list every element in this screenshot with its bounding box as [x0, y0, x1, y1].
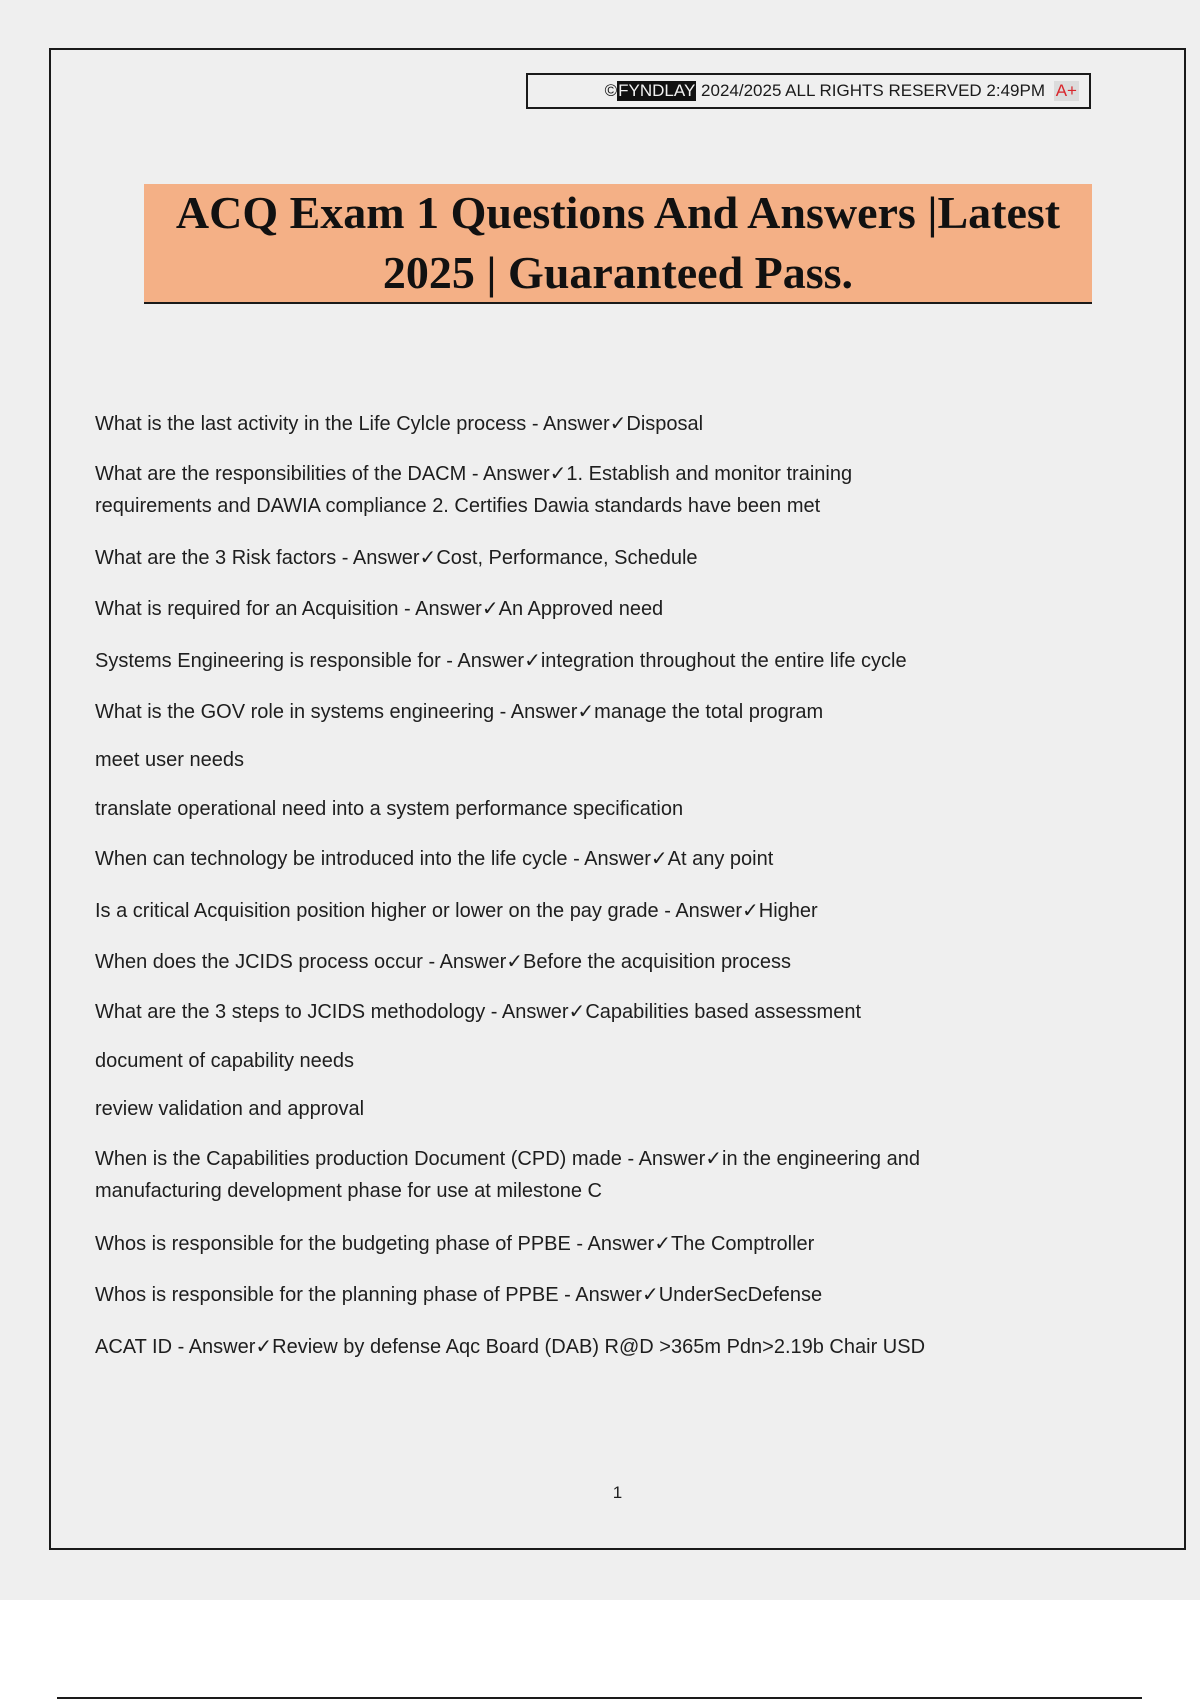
brand-label: FYNDLAY — [618, 81, 696, 100]
qa-line: ACAT ID - Answer✓Review by defense Aqc Board (DAB) R@D >365m Pdn>2.19b Chair USD — [95, 1336, 926, 1358]
qa-line: Whos is responsible for the budgeting phase of PPBE - Answer✓The Comptroller — [95, 1233, 815, 1255]
qa-line: Systems Engineering is responsible for - Answer✓integration throughout the entire life cycle — [95, 650, 907, 672]
title-line-2: 2025 | Guaranteed Pass. — [382, 247, 854, 298]
bottom-divider — [57, 1697, 1142, 1699]
qa-line: What is the GOV role in systems engineering - Answer✓manage the total program — [95, 701, 824, 723]
qa-line: translate operational need into a system performance specification — [95, 798, 684, 820]
title-line-1: ACQ Exam 1 Questions And Answers |Latest — [175, 187, 1061, 238]
grade-badge: A+ — [1055, 81, 1077, 100]
qa-line: When can technology be introduced into the life cycle - Answer✓At any point — [95, 848, 774, 870]
qa-line: document of capability needs — [95, 1050, 355, 1072]
copyright-header — [526, 73, 1091, 109]
qa-line: What are the 3 steps to JCIDS methodology - Answer✓Capabilities based assessment — [95, 1001, 862, 1023]
qa-line: meet user needs — [95, 749, 244, 771]
qa-line: What is the last activity in the Life Cylcle process - Answer✓Disposal — [95, 413, 704, 435]
qa-line: What are the 3 Risk factors - Answer✓Cost, Performance, Schedule — [95, 547, 698, 569]
qa-line: When is the Capabilities production Document (CPD) made - Answer✓in the engineering and — [95, 1148, 920, 1170]
copyright-symbol: © — [604, 81, 618, 100]
rights-text: 2024/2025 ALL RIGHTS RESERVED 2:49PM — [696, 81, 1050, 100]
qa-line: What are the responsibilities of the DACM - Answer✓1. Establish and monitor training — [95, 463, 853, 485]
qa-line: Whos is responsible for the planning phase of PPBE - Answer✓UnderSecDefense — [95, 1284, 823, 1306]
document-title — [144, 184, 1092, 304]
qa-line: review validation and approval — [95, 1098, 365, 1120]
qa-line: When does the JCIDS process occur - Answer✓Before the acquisition process — [95, 951, 791, 973]
qa-line: What is required for an Acquisition - Answer✓An Approved need — [95, 598, 664, 620]
qa-line: manufacturing development phase for use at milestone C — [95, 1180, 602, 1202]
page-number: 1 — [612, 1483, 623, 1502]
qa-line: Is a critical Acquisition position higher or lower on the pay grade - Answer✓Higher — [95, 900, 818, 922]
qa-line: requirements and DAWIA compliance 2. Certifies Dawia standards have been met — [95, 495, 821, 517]
